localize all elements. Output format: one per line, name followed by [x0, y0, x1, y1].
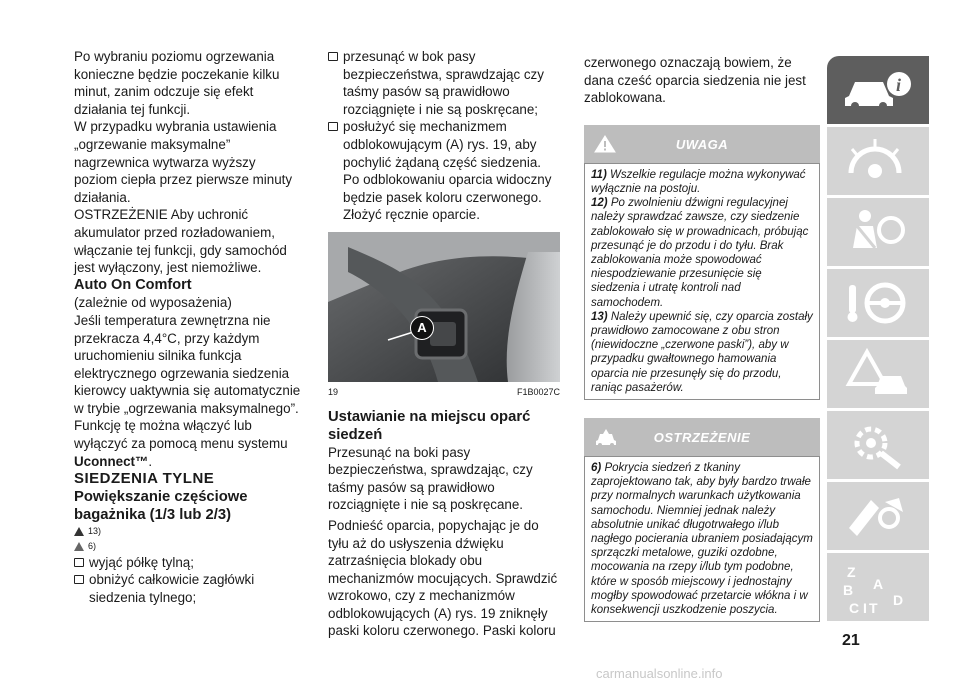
list-item-text: wyjąć półkę tylną; [89, 554, 194, 570]
tab-car-info[interactable] [827, 56, 929, 127]
text-span: Jeśli temperatura zewnętrzna nie przekracza 4,4°C, przy każdym uruchomieniu silnika funkcja elektrycznego ogrzewania siedzenia kierowcy uaktywnia się automatycznie w trybie „ogrzewania maksymalnego”. Funkcję tę można włączyć lub wyłączyć za pomocą menu systemu [74, 312, 301, 452]
paragraph: W przypadku wybrania ustawienia „ogrzewanie maksymalne” nagrzewnica wytwarza wyższy poziom ciepła przez pierwsze minuty działania. [74, 119, 293, 205]
paragraph: Podnieść oparcia, popychając je do tyłu aż do usłyszenia dźwięku zatrzaśnięcia blokady obu mechanizmów mocujących. Sprawdzić wzrokowo, czy z mechanizmów odblokowujących (A) rys. 19 zniknęły paski koloru czerwonego. Paski koloru [328, 517, 558, 639]
section-heading: Powiększanie częściowe bagażnika (1/3 lub 2/3) [74, 488, 248, 523]
warning-triangle-icon [74, 527, 84, 536]
car-warning-icon [74, 542, 84, 551]
item-number: 6) [591, 462, 602, 475]
paragraph [74, 312, 302, 470]
alphabetical-index-icon [841, 559, 915, 615]
dashboard-lights-icon [841, 133, 915, 189]
list-item-text: przesunąć w bok pasy bezpieczeństwa, sprawdzając czy taśmy pasów są prawidłowo rozciągnięte i nie są poskręcane; [343, 49, 544, 117]
caution-box [584, 163, 820, 400]
paragraph: OSTRZEŻENIE Aby uchronić akumulator przed rozładowaniem, włączanie tej funkcji, gdy samochód jest wyłączony, jest niemożliwe. [74, 207, 287, 276]
index-letter: B [843, 582, 854, 598]
steering-wheel-key-icon [841, 275, 915, 331]
caution-item [591, 196, 813, 310]
item-text: Pokrycia siedzeń z tkaniny zaprojektowano tak, aby były bardzo trwałe przy normalnych warunkach użytkowania samochodu. Niemniej jednak należy absolutnie unikać długotrwałego i/lub nagłego pocierania ubraniem posiadającym sprzączki metalowe, guziki ozdobne, mocowania na rzepy i/lub tym podobne, które w sposób miejscowy i jednostajny mogłby spowodować przetarcie włókna i w konsekwencji uszkodzenie poszycia. [591, 462, 813, 617]
chapter-heading: SIEDZENIA TYLNE [74, 470, 215, 488]
caution-box-header [584, 125, 820, 163]
index-letter: Z [847, 564, 856, 580]
column-1 [74, 48, 302, 607]
figure-caption [328, 384, 560, 402]
item-text: Wszelkie regulacje można wykonywać wyłącznie na postoju. [591, 168, 806, 195]
item-number: 13) [591, 310, 608, 323]
index-letter: D [893, 592, 904, 608]
index-letter: I [863, 600, 867, 615]
index-letter: T [869, 600, 878, 615]
index-letter: A [873, 576, 884, 592]
paragraph: Po wybraniu poziomu ogrzewania konieczne będzie poczekanie kilku minut, zanim odczuje się efekt działania tej funkcji. [74, 49, 280, 117]
equipment-note: (zależnie od wyposażenia) [74, 295, 232, 311]
column-3 [584, 54, 820, 622]
figure-number: 19 [328, 386, 339, 397]
tab-starting-driving[interactable] [827, 269, 929, 340]
reference-number: 13) [88, 525, 102, 536]
paragraph: Przesunąć na boki pasy bezpieczeństwa, sprawdzając, czy taśmy pasów są prawidłowo rozciągnięte i nie są poskręcane. [328, 444, 533, 513]
index-letter: C [849, 600, 860, 615]
caution-reference[interactable] [74, 524, 302, 539]
list-item [328, 48, 560, 118]
tab-emergency[interactable] [827, 340, 929, 411]
warning-reference[interactable] [74, 539, 302, 554]
checkbox-bullet-icon [328, 52, 338, 61]
page-number: 21 [842, 632, 860, 649]
reference-number: 6) [88, 540, 97, 551]
warning-box-header [584, 418, 820, 456]
seat-photo-illustration [328, 232, 560, 382]
list-item [74, 554, 302, 572]
list-item-text: posłużyć się mechanizmem odblokowującym (A) rys. 19, aby pochylić żądaną część siedzenia. Po odblokowaniu oparcia widoczny będzie pasek koloru czerwonego. Złożyć ręcznie oparcie. [343, 119, 552, 223]
tab-index[interactable] [827, 553, 929, 624]
tab-maintenance[interactable] [827, 411, 929, 482]
maintenance-tools-icon [841, 417, 915, 473]
figure-seat-release-mechanism [328, 232, 560, 382]
list-item [74, 571, 302, 606]
watermark: carmanualsonline.info [596, 666, 723, 681]
list-item [328, 118, 560, 224]
uconnect-name: Uconnect™ [74, 453, 149, 469]
warning-triangle-car-icon [841, 346, 915, 402]
specifications-icon [841, 488, 915, 544]
warning-title: OSTRZEŻENIE [653, 430, 751, 446]
tab-dashboard[interactable] [827, 127, 929, 198]
seatbelt-airbag-icon [841, 204, 915, 260]
tab-specifications[interactable] [827, 482, 929, 553]
item-text: Należy upewnić się, czy oparcia zostały prawidłowo zamocowane z obu stron (niewidoczne „czerwone paski”), aby w przypadku gwałtownego hamowania oparcia nie przesunęły się do przodu, raniąc pasażerów. [591, 310, 813, 394]
text-span: . [148, 453, 153, 469]
column-2 [328, 48, 560, 640]
item-text: Po zwolnieniu dźwigni regulacyjnej należy sprawdzać zawsze, czy siedzenie zablokowało się w prowadnicach, próbując przesunąć je do przodu i do tyłu. Brak zablokowania może spowodować niespodziewanie przesunięcie się siedzenia i utratę kontroli nad samochodem. [591, 197, 809, 309]
svg-text:i: i [896, 75, 902, 95]
tab-safety[interactable] [827, 198, 929, 269]
list-item-text: obniżyć całkowicie zagłówki siedzenia tylnego; [89, 572, 255, 606]
checkbox-bullet-icon [74, 558, 84, 567]
warning-box [584, 456, 820, 622]
section-heading: Ustawianie na miejscu oparć siedzeń [328, 408, 531, 443]
callout-label-a: A [410, 316, 434, 340]
caution-item [591, 168, 813, 196]
paragraph: czerwonego oznaczają bowiem, że dana cześć oparcia siedzenia nie jest zablokowana. [584, 55, 806, 106]
checkbox-bullet-icon [328, 122, 338, 131]
warning-item [591, 461, 813, 617]
section-heading-auto-on-comfort: Auto On Comfort [74, 276, 192, 293]
caution-item [591, 310, 813, 395]
checkbox-bullet-icon [74, 575, 84, 584]
caution-title: UWAGA [675, 136, 729, 152]
item-number: 11) [591, 168, 607, 181]
item-number: 12) [591, 197, 608, 210]
chapter-sidebar [827, 46, 929, 614]
car-info-icon [841, 62, 915, 118]
figure-code: F1B0027C [516, 386, 560, 397]
